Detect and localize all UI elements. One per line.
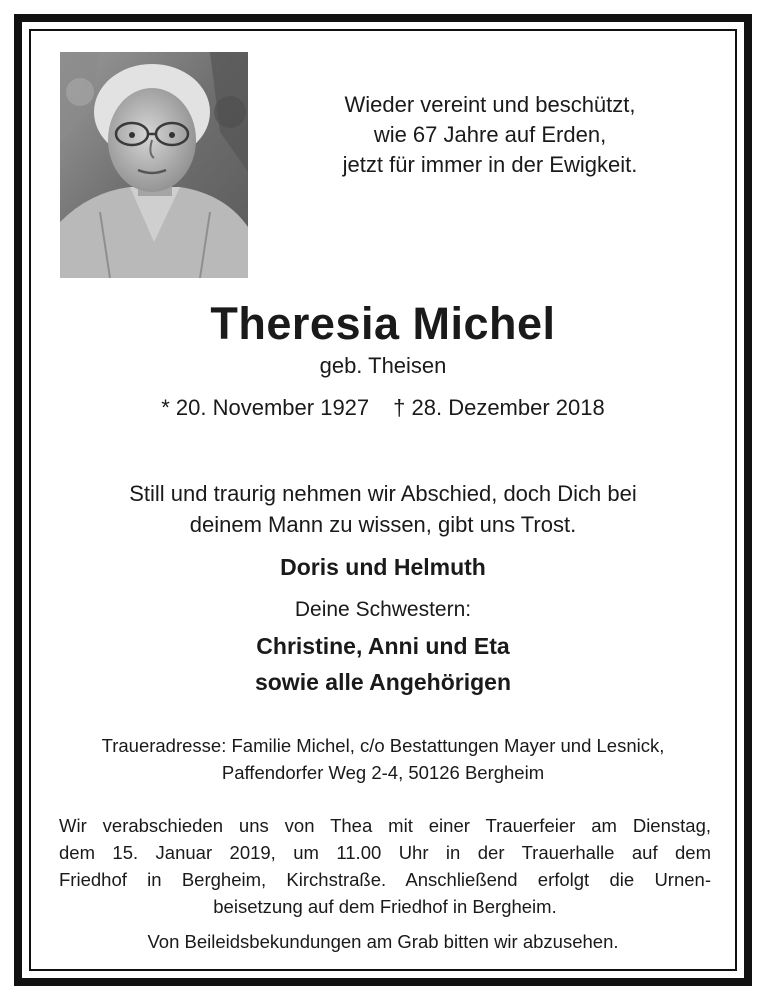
death-date: † 28. Dezember 2018 (393, 395, 605, 420)
birth-date: * 20. November 1927 (161, 395, 370, 420)
farewell-line: Still und traurig nehmen wir Abschied, doch Dich bei (129, 481, 637, 506)
life-dates (0, 394, 766, 422)
poem-line: wie 67 Jahre auf Erden, (373, 122, 607, 147)
sisters-names: Christine, Anni und Eta (256, 633, 510, 659)
ceremony-line: beisetzung auf dem Friedhof in Bergheim. (213, 896, 557, 917)
ceremony-text (59, 812, 711, 920)
deceased-name: Theresia Michel (210, 298, 556, 349)
poem-line: Wieder vereint und beschützt, (344, 92, 636, 117)
sisters-label: Deine Schwestern: (294, 598, 472, 621)
poem-line: jetzt für immer in der Ewigkeit. (342, 152, 638, 177)
mourning-address (40, 732, 726, 786)
ceremony-line: Friedhof in Bergheim, Kirchstraße. Anschließend erfolgt die Urnen- (59, 869, 711, 890)
farewell-text (40, 478, 726, 540)
poem (280, 90, 700, 180)
relatives-line: sowie alle Angehörigen (254, 669, 512, 695)
closing-note: Von Beileidsbekundungen am Grab bitten wir abzusehen. (147, 931, 619, 952)
address-line: Traueradresse: Familie Michel, c/o Bestattungen Mayer und Lesnick, (101, 735, 665, 756)
family-names: Doris und Helmuth (280, 554, 486, 580)
farewell-line: deinem Mann zu wissen, gibt uns Trost. (189, 512, 577, 537)
portrait-photo (60, 52, 248, 278)
ceremony-line: dem 15. Januar 2019, um 11.00 Uhr in der Trauerhalle auf dem (59, 842, 711, 863)
maiden-name: geb. Theisen (319, 353, 447, 378)
address-line: Paffendorfer Weg 2-4, 50126 Bergheim (221, 762, 545, 783)
ceremony-line: Wir verabschieden uns von Thea mit einer Trauerfeier am Dienstag, (59, 815, 711, 836)
